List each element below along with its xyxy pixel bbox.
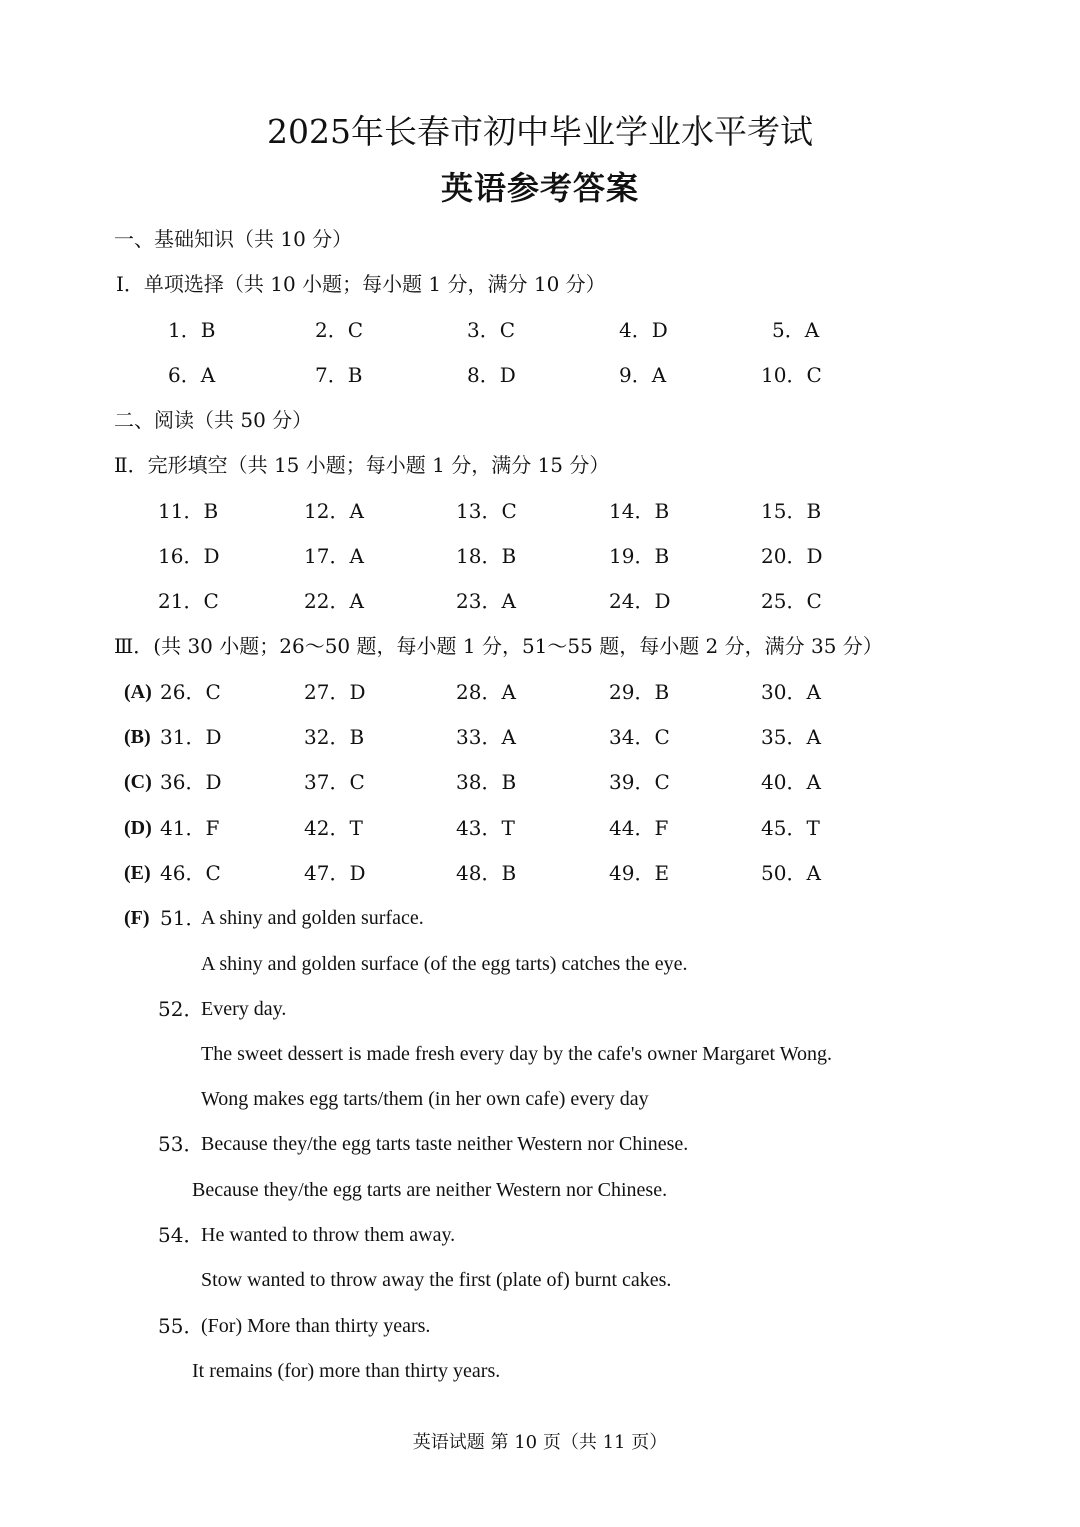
section-heading-basic-knowledge: 一、基础知识（共 10 分） bbox=[114, 227, 353, 251]
answer-item: 50．A bbox=[761, 861, 821, 885]
answer-item: 29．B bbox=[609, 680, 670, 704]
passage-label: (E) bbox=[124, 862, 151, 884]
answer-item: 9．A bbox=[619, 363, 667, 387]
answer-text: (For) More than thirty years. bbox=[201, 1315, 431, 1337]
answer-item: 49．E bbox=[609, 861, 670, 885]
answer-item: 36．D bbox=[160, 770, 222, 794]
answer-item: 43．T bbox=[456, 816, 515, 840]
answer-item: 34．C bbox=[609, 725, 670, 749]
alternative-answer: The sweet dessert is made fresh every day by the cafe's owner Margaret Wong. bbox=[201, 1043, 833, 1065]
answer-item: 8．D bbox=[467, 363, 516, 387]
alternative-answer: It remains (for) more than thirty years. bbox=[192, 1360, 501, 1382]
answer-text: He wanted to throw them away. bbox=[201, 1224, 456, 1246]
answer-item: 28．A bbox=[456, 680, 516, 704]
answer-item: 4．D bbox=[619, 318, 668, 342]
question-number: 53． bbox=[158, 1132, 204, 1156]
answer-item: 1．B bbox=[168, 318, 216, 342]
answer-item: 15．B bbox=[761, 499, 822, 523]
answer-text: A shiny and golden surface. bbox=[201, 907, 424, 929]
answer-item: 41．F bbox=[160, 816, 220, 840]
passage-label: (B) bbox=[124, 726, 151, 748]
question-number: 55． bbox=[158, 1314, 204, 1338]
answer-item: 21．C bbox=[158, 589, 219, 613]
alternative-answer: Stow wanted to throw away the first (plate of) burnt cakes. bbox=[201, 1269, 672, 1291]
answer-text: Because they/the egg tarts taste neither Western nor Chinese. bbox=[201, 1133, 689, 1155]
page-title: 2025年长春市初中毕业学业水平考试 bbox=[267, 112, 813, 151]
answer-item: 16．D bbox=[158, 544, 220, 568]
answer-item: 33．A bbox=[456, 725, 516, 749]
alternative-answer: A shiny and golden surface (of the egg tarts) catches the eye. bbox=[201, 953, 688, 975]
answer-item: 35．A bbox=[761, 725, 821, 749]
answer-item: 25．C bbox=[761, 589, 822, 613]
answer-item: 47．D bbox=[304, 861, 366, 885]
answer-item: 3．C bbox=[467, 318, 516, 342]
answer-item: 40．A bbox=[761, 770, 821, 794]
answer-item: 44．F bbox=[609, 816, 669, 840]
page-subtitle: 英语参考答案 bbox=[440, 169, 639, 207]
answer-item: 5．A bbox=[772, 318, 820, 342]
answer-item: 6．A bbox=[168, 363, 216, 387]
part-heading-reading-comprehension: Ⅲ．(共 30 小题；26～50 题，每小题 1 分，51～55 题，每小题 2 分，满分 35 分） bbox=[114, 634, 883, 658]
answer-item: 13．C bbox=[456, 499, 517, 523]
answer-item: 30．A bbox=[761, 680, 821, 704]
answer-item: 45．T bbox=[761, 816, 820, 840]
answer-item: 19．B bbox=[609, 544, 670, 568]
answer-item: 11．B bbox=[158, 499, 219, 523]
passage-label: (D) bbox=[124, 817, 152, 839]
answer-item: 46．C bbox=[160, 861, 221, 885]
answer-item: 2．C bbox=[315, 318, 364, 342]
answer-item: 32．B bbox=[304, 725, 365, 749]
answer-item: 27．D bbox=[304, 680, 366, 704]
alternative-answer: Because they/the egg tarts are neither Western nor Chinese. bbox=[192, 1179, 668, 1201]
passage-label: (C) bbox=[124, 771, 152, 793]
answer-item: 22．A bbox=[304, 589, 364, 613]
answer-item: 14．B bbox=[609, 499, 670, 523]
passage-label: (F) bbox=[124, 907, 150, 929]
section-heading-reading: 二、阅读（共 50 分） bbox=[114, 408, 313, 432]
page-footer: 英语试题 第 10 页（共 11 页） bbox=[412, 1432, 668, 1453]
question-number: 52． bbox=[158, 997, 204, 1021]
answer-item: 20．D bbox=[761, 544, 823, 568]
answer-item: 31．D bbox=[160, 725, 222, 749]
answer-item: 24．D bbox=[609, 589, 671, 613]
answer-item: 12．A bbox=[304, 499, 364, 523]
answer-item: 38．B bbox=[456, 770, 517, 794]
answer-item: 39．C bbox=[609, 770, 670, 794]
question-number: 51． bbox=[160, 906, 206, 930]
answer-item: 26．C bbox=[160, 680, 221, 704]
part-heading-cloze: Ⅱ．完形填空（共 15 小题；每小题 1 分，满分 15 分） bbox=[114, 453, 610, 477]
question-number: 54． bbox=[158, 1223, 204, 1247]
alternative-answer: Wong makes egg tarts/them (in her own cafe) every day bbox=[201, 1088, 649, 1110]
part-heading-single-choice: Ⅰ．单项选择（共 10 小题；每小题 1 分，满分 10 分） bbox=[116, 272, 606, 296]
answer-text: Every day. bbox=[201, 998, 287, 1020]
answer-item: 37．C bbox=[304, 770, 365, 794]
answer-item: 48．B bbox=[456, 861, 517, 885]
answer-item: 7．B bbox=[315, 363, 363, 387]
answer-item: 42．T bbox=[304, 816, 363, 840]
passage-label: (A) bbox=[124, 681, 152, 703]
answer-item: 23．A bbox=[456, 589, 516, 613]
answer-item: 18．B bbox=[456, 544, 517, 568]
answer-item: 17．A bbox=[304, 544, 364, 568]
answer-item: 10．C bbox=[761, 363, 822, 387]
